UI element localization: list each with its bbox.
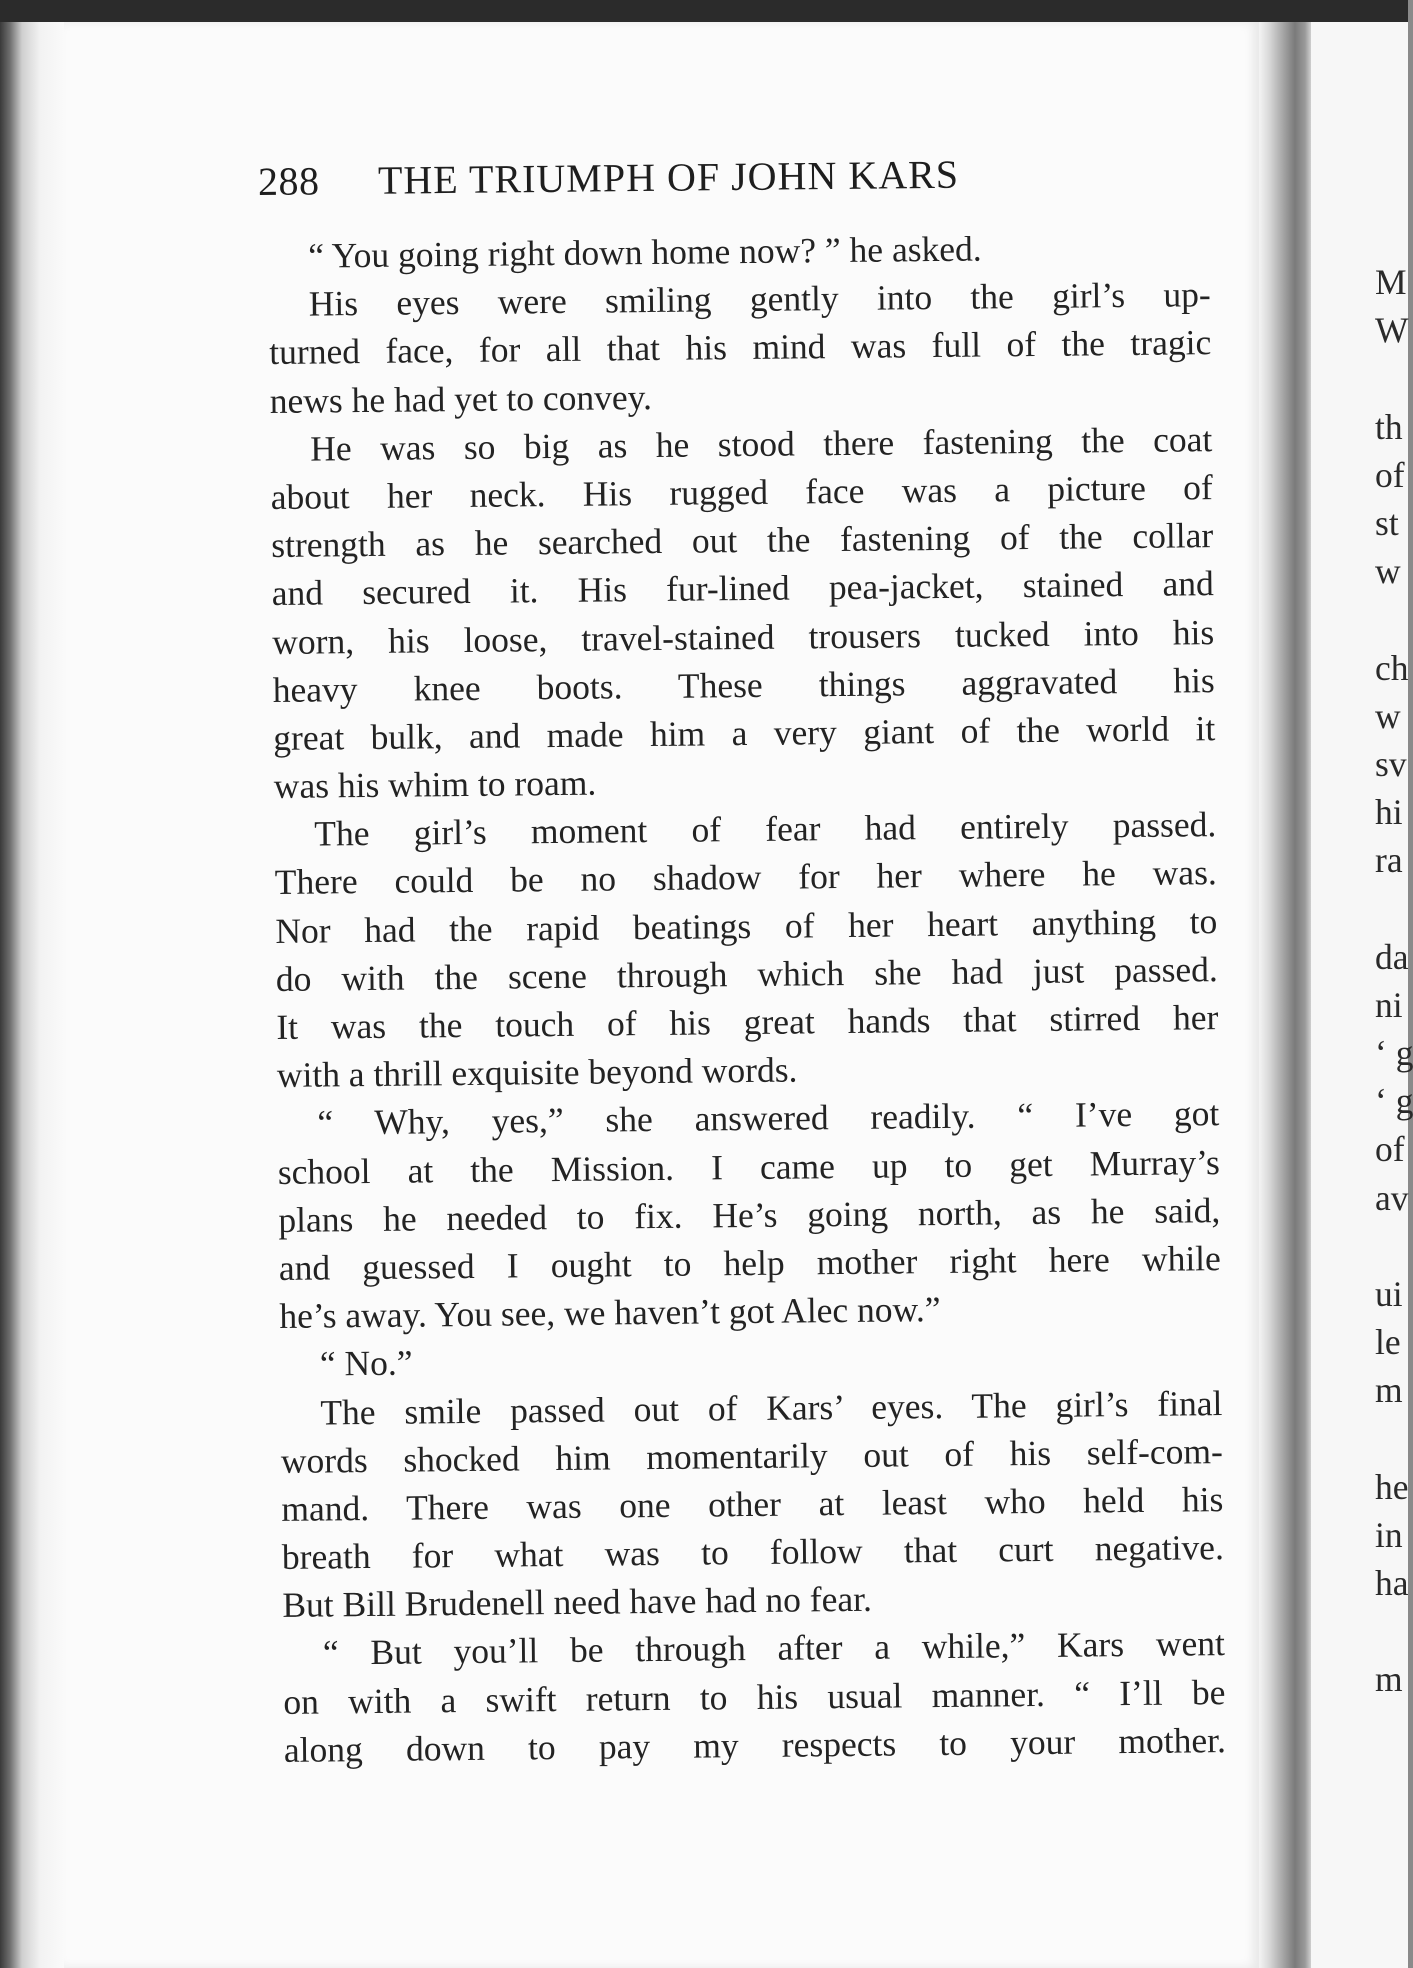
facing-line-fragment bbox=[1375, 1607, 1413, 1655]
facing-line-fragment: w bbox=[1375, 551, 1401, 592]
facing-line-fragment: of bbox=[1375, 454, 1405, 495]
facing-line-fragment: sv bbox=[1375, 743, 1407, 784]
text-line: The girl’s moment of fear had entirely passed. bbox=[314, 804, 1217, 854]
facing-line-fragment: le bbox=[1375, 1322, 1401, 1363]
facing-line-fragment: ni bbox=[1375, 984, 1403, 1025]
facing-line-fragment: m bbox=[1375, 1659, 1403, 1700]
text-line: breath for what was to follow that curt negative. bbox=[281, 1527, 1225, 1577]
facing-line-fragment bbox=[1375, 1222, 1413, 1270]
text-line: with a thrill exquisite beyond words. bbox=[276, 1049, 798, 1096]
facing-line-fragment: ‘ g bbox=[1375, 1081, 1413, 1122]
facing-line-fragment: of bbox=[1375, 1129, 1405, 1170]
facing-line-fragment bbox=[1375, 595, 1413, 643]
page-stack-edge bbox=[0, 22, 64, 1968]
facing-line-fragment bbox=[1375, 1415, 1413, 1463]
facing-line-fragment: m bbox=[1375, 1370, 1403, 1411]
facing-line-fragment: w bbox=[1375, 695, 1401, 736]
text-line: “ No.” bbox=[319, 1342, 413, 1384]
text-line: on with a swift return to his usual manner. “ I’ll be bbox=[283, 1671, 1226, 1722]
text-line: Nor had the rapid beatings of her heart anything to bbox=[275, 900, 1218, 951]
facing-line-fragment: hi bbox=[1375, 792, 1403, 833]
facing-line-fragment: ui bbox=[1375, 1273, 1403, 1314]
text-line: great bulk, and made him a very giant of the world it bbox=[273, 707, 1216, 758]
facing-line-fragment: th bbox=[1375, 406, 1403, 447]
text-line: But Bill Brudenell need have had no fear. bbox=[282, 1579, 873, 1626]
facing-line-fragment: M bbox=[1375, 262, 1407, 302]
facing-line-fragment: ha bbox=[1375, 1563, 1409, 1604]
facing-line-fragment: da bbox=[1375, 936, 1409, 977]
page-number: 288 bbox=[257, 158, 320, 204]
text-line: worn, his loose, travel-stained trousers tucked into his bbox=[272, 611, 1215, 662]
facing-line-fragment bbox=[1375, 884, 1413, 932]
text-line: “ You going right down home now? ” he asked. bbox=[308, 228, 982, 276]
text-line: along down to pay my respects to your mother. bbox=[283, 1719, 1227, 1770]
text-line: The smile passed out of Kars’ eyes. The girl’s final bbox=[320, 1382, 1223, 1433]
text-line: “ But you’ll be through after a while,” Kars went bbox=[322, 1623, 1226, 1673]
text-line: “ Why, yes,” she answered readily. “ I’ve got bbox=[317, 1093, 1220, 1143]
text-line: turned face, for all that his mind was full of the tragic bbox=[269, 322, 1212, 373]
text-line: plans he needed to fix. He’s going north, as he said, bbox=[278, 1189, 1221, 1240]
body-text bbox=[268, 222, 1226, 1774]
facing-page-text bbox=[1375, 258, 1413, 1704]
text-line: His eyes were smiling gently into the girl’s up- bbox=[308, 274, 1211, 324]
text-line: words shocked him momentarily out of his self-com- bbox=[280, 1430, 1224, 1481]
text-line: and secured it. His fur-lined pea-jacket, stained and bbox=[271, 563, 1214, 614]
text-line: do with the scene through which she had just passed. bbox=[275, 948, 1218, 999]
facing-line-fragment: ‘ g bbox=[1375, 1033, 1413, 1073]
running-head bbox=[258, 150, 1059, 218]
text-line: It was the touch of his great hands that stirred her bbox=[276, 997, 1219, 1047]
text-line: strength as he searched out the fastening of the collar bbox=[271, 515, 1214, 566]
facing-line-fragment: ra bbox=[1375, 840, 1403, 881]
text-line: about her neck. His rugged face was a picture of bbox=[270, 467, 1213, 517]
book-gutter bbox=[1259, 22, 1311, 1968]
running-title: THE TRIUMPH OF JOHN KARS bbox=[377, 151, 960, 203]
text-line: There could be no shadow for her where he was. bbox=[274, 852, 1217, 903]
text-line: and guessed I ought to help mother right here while bbox=[278, 1238, 1222, 1288]
text-line: mand. There was one other at least who held his bbox=[281, 1478, 1224, 1529]
text-line: school at the Mission. I came up to get Murray’s bbox=[277, 1141, 1220, 1192]
facing-line-fragment: he bbox=[1375, 1466, 1409, 1507]
scanner-top-edge bbox=[0, 0, 1408, 22]
facing-line-fragment: ch bbox=[1375, 647, 1409, 688]
text-line: was his whim to roam. bbox=[273, 762, 597, 807]
facing-page bbox=[1311, 22, 1413, 1968]
facing-line-fragment: in bbox=[1375, 1514, 1403, 1555]
text-line: news he had yet to convey. bbox=[269, 376, 653, 421]
facing-line-fragment: W bbox=[1375, 310, 1409, 351]
text-line: He was so big as he stood there fastening the coat bbox=[310, 418, 1213, 469]
facing-line-fragment: av bbox=[1375, 1177, 1409, 1218]
text-line: heavy knee boots. These things aggravated his bbox=[272, 659, 1215, 710]
facing-line-fragment bbox=[1375, 354, 1413, 402]
facing-line-fragment: st bbox=[1375, 502, 1399, 543]
text-line: he’s away. You see, we haven’t got Alec now.” bbox=[279, 1289, 941, 1337]
